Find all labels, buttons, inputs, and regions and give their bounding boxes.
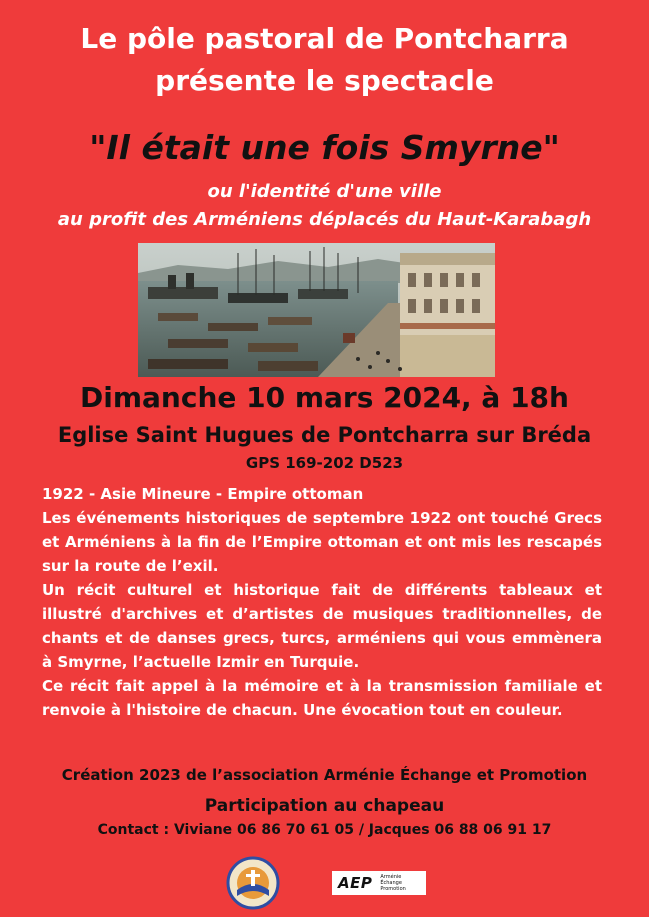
aep-logo-mark: AEP: [338, 874, 373, 892]
aep-logo-caption: Arménie Échange Promotion: [380, 874, 406, 892]
description-paragraph: Un récit culturel et historique fait de différents tableaux et illustré d'archives et d’artistes de musiques traditionnelles, de chants et de danses grecs, turcs, arméniens qui vous emmènera à Smyrne, l’actuelle Izmir en Turquie.: [42, 581, 602, 671]
event-place: Eglise Saint Hugues de Pontcharra sur Bréda: [57, 423, 592, 447]
contact-line: Contact : Viviane 06 86 70 61 05 / Jacques 06 88 06 91 17: [97, 822, 552, 838]
header-line-2: présente le spectacle: [155, 64, 494, 97]
description-paragraph: 1922 - Asie Mineure - Empire ottoman: [42, 485, 364, 503]
show-subtitle-1: ou l'identité d'une ville: [207, 181, 442, 202]
smyrna-harbor-photo: [138, 243, 495, 377]
creation-credit: Création 2023 de l’association Arménie Échange et Promotion: [61, 766, 588, 784]
description-paragraph: Ce récit fait appel à la mémoire et à la transmission familiale et renvoie à l'histoire de chacun. Une évocation tout en couleur.: [42, 677, 602, 719]
show-subtitle-2: au profit des Arméniens déplacés du Haut-Karabagh: [57, 209, 592, 230]
pastoral-seal-icon: [226, 856, 280, 910]
header-line-1: Le pôle pastoral de Pontcharra: [80, 22, 569, 55]
show-title: "Il était une fois Smyrne": [89, 128, 560, 167]
description: [42, 482, 602, 722]
event-gps: GPS 169-202 D523: [245, 454, 404, 472]
aep-logo: [332, 871, 426, 895]
participation-note: Participation au chapeau: [204, 796, 445, 816]
description-paragraph: Les événements historiques de septembre 1922 ont touché Grecs et Arméniens à la fin de l’Empire ottoman et ont mis les rescapés sur la route de l’exil.: [42, 509, 602, 575]
event-date: Dimanche 10 mars 2024, à 18h: [80, 381, 569, 414]
